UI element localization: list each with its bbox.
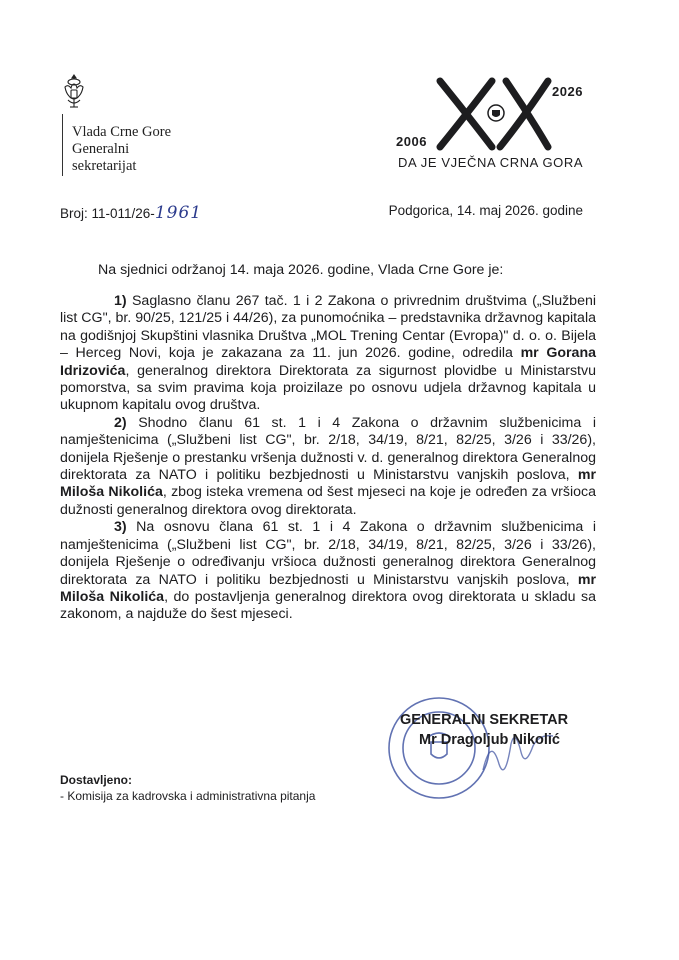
- issuing-organization: [72, 124, 171, 175]
- appointee-name: mr Miloša Nikolića: [60, 467, 596, 501]
- place-and-date: Podgorica, 14. maj 2026. godine: [388, 203, 583, 218]
- decision-text: Saglasno članu 267 tač. 1 i 2 Zakona o privrednim društvima („Službeni list CG", br. 90/25, 121/25 i 44/26), za punomoćnika – predstavnika državnog kapitala na godišnjoj Skupštini vlasnika Društva „MOL Trening Centar (Evropa)" d. o. o. Bijela – Herceg Novi, koja je zakazana za 11. jun 2026. godine, odredila: [60, 293, 596, 362]
- decision-number: 1): [114, 293, 127, 309]
- document-number-handwritten: 1961: [154, 203, 203, 223]
- org-line-1: Vlada Crne Gore: [72, 124, 172, 140]
- distribution-label: Dostavljeno:: [60, 773, 133, 787]
- distribution-item: - Komisija za kadrovska i administrativna pitanja: [60, 789, 316, 803]
- intro-paragraph: Na sjednici održanoj 14. maja 2026. godine, Vlada Crne Gore je:: [98, 262, 504, 278]
- decision-list: [60, 293, 596, 624]
- document-number: [60, 203, 202, 223]
- appointee-name: mr Gorana Idrizovića: [60, 345, 597, 379]
- anniversary-year-start: 2006: [396, 134, 427, 149]
- decision-item: [60, 415, 596, 519]
- decision-text: Shodno članu 61 st. 1 i 4 Zakona o državnim službenicima i namještenicima („Službeni list CG", br. 2/18, 34/19, 8/21, 82/25, 3/26 i 33/26), donijela Rješenje o prestanku vršenja dužnosti v. d. generalnog direktora Generalnog direktorata za NATO i politiku bezbjednosti u Ministarstvu vanjskih poslova,: [60, 414, 596, 484]
- org-line-2: Generalni: [72, 141, 130, 157]
- anniversary-logo: [396, 75, 596, 175]
- anniversary-tagline: DA JE VJEČNA CRNA GORA: [398, 155, 584, 170]
- document-number-prefix: Broj: 11-011/26-: [60, 206, 155, 221]
- decision-item: [60, 519, 596, 623]
- decision-text-end: , do postavljenja generalnog direktora ovog direktorata u skladu sa zakonom, a najduže do šest mjeseci.: [60, 588, 597, 623]
- decision-item: [60, 293, 596, 415]
- header-divider: [62, 114, 63, 176]
- decision-text-end: , generalnog direktora Direktorata za sigurnost plovidbe u Ministarstvu pomorstva, sa svim pravima koja proizilaze po osnovu udjela državnog kapitala u ukupnom kapitalu ovog društva.: [60, 362, 596, 414]
- signatory-title: GENERALNI SEKRETAR: [400, 712, 569, 728]
- signatory-name: Mr Dragoljub Nikolić: [419, 732, 560, 748]
- org-line-3: sekretarijat: [72, 158, 137, 174]
- coat-of-arms-icon: [62, 73, 86, 113]
- decision-text-end: , zbog isteka vremena od šest mjeseci na koje je određen za vršioca dužnosti generalnog direktora ovog direktorata.: [60, 484, 597, 518]
- decision-number: 2): [114, 414, 127, 431]
- distribution-list: [60, 772, 315, 804]
- decision-text: Na osnovu člana 61 st. 1 i 4 Zakona o državnim službenicima i namještenicima („Službeni list CG", br. 2/18, 34/19, 8/21, 82/25, 3/26 i 33/26), donijela Rješenje o određivanju vršioca dužnosti generalnog direktora Generalnog direktorata za NATO i politiku bezbjednosti u Ministarstvu vanjskih poslova,: [60, 519, 596, 588]
- signature-block: [383, 690, 613, 810]
- decision-number: 3): [114, 519, 127, 536]
- anniversary-year-end: 2026: [552, 84, 583, 99]
- appointee-name: mr Miloša Nikolića: [60, 571, 596, 605]
